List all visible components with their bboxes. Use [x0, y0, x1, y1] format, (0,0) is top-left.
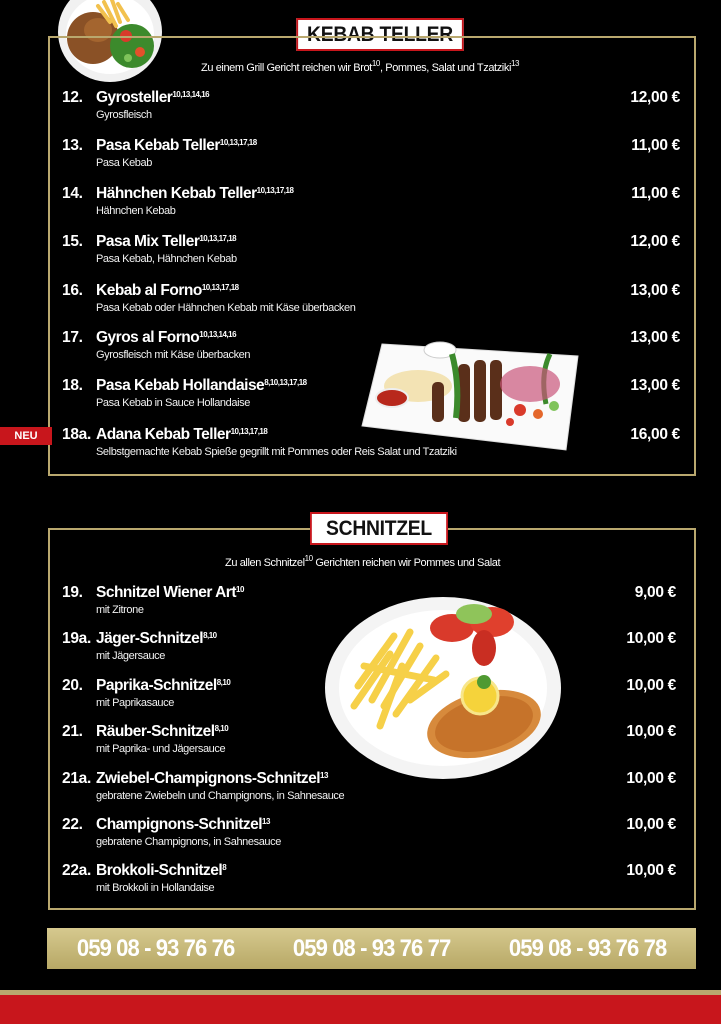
item-name	[96, 329, 236, 347]
item-name	[96, 137, 257, 155]
item-allergens: 10,13,14,16	[199, 330, 237, 339]
item-allergens: 13	[320, 771, 328, 780]
kebab-teller-title: KEBAB TELLER	[296, 18, 463, 51]
item-allergens: 10,13,17,18	[230, 427, 268, 436]
schnitzel-intro-sup: 10	[304, 554, 313, 563]
item-price: 13,00 €	[630, 377, 680, 394]
phone-bar	[47, 928, 696, 969]
menu-item-20	[62, 677, 682, 721]
item-number: 22.	[62, 816, 83, 833]
item-number: 19a.	[62, 630, 91, 647]
item-price: 12,00 €	[630, 89, 680, 106]
item-price: 12,00 €	[630, 233, 680, 250]
item-name	[96, 723, 228, 741]
menu-item-16	[62, 282, 682, 326]
kebab-intro-text-2: , Pommes, Salat und Tzatziki	[379, 62, 511, 74]
item-name-text: Zwiebel-Champignons-Schnitzel	[96, 770, 321, 787]
item-name	[96, 862, 226, 880]
item-name	[96, 426, 267, 444]
item-description: gebratene Zwiebeln und Champignons, in Sahnesauce	[96, 790, 345, 802]
item-price: 13,00 €	[630, 329, 680, 346]
item-allergens: 8,10	[216, 678, 231, 687]
item-description: Selbstgemachte Kebab Spieße gegrillt mit Pommes oder Reis Salat und Tzatziki	[96, 446, 457, 458]
kebab-intro-sup-2: 13	[511, 59, 520, 68]
item-name-text: Jäger-Schnitzel	[96, 630, 204, 647]
schnitzel-title: SCHNITZEL	[310, 512, 448, 545]
item-name-text: Adana Kebab Teller	[96, 426, 231, 443]
item-description: Gyrosfleisch	[96, 109, 152, 121]
item-allergens: 8,10	[203, 631, 217, 640]
item-name	[96, 377, 307, 395]
item-name-text: Kebab al Forno	[96, 282, 202, 299]
item-name	[96, 89, 209, 107]
item-number: 21a.	[62, 770, 91, 787]
item-name-text: Schnitzel Wiener Art	[96, 584, 237, 601]
item-allergens: 10,13,17,18	[256, 186, 294, 195]
item-number: 18a.	[62, 426, 91, 443]
item-allergens: 10,13,17,18	[199, 234, 237, 243]
item-price: 10,00 €	[626, 862, 676, 879]
schnitzel-intro-text-1: Zu allen Schnitzel	[225, 557, 305, 569]
item-description: Gyrosfleisch mit Käse überbacken	[96, 349, 251, 361]
item-price: 10,00 €	[626, 677, 676, 694]
item-name-text: Gyros al Forno	[96, 329, 200, 346]
item-number: 15.	[62, 233, 83, 250]
item-name-text: Pasa Kebab Teller	[96, 137, 220, 154]
menu-item-19	[62, 584, 682, 628]
item-number: 14.	[62, 185, 83, 202]
item-description: Hähnchen Kebab	[96, 205, 176, 217]
menu-item-22	[62, 816, 682, 860]
item-description: mit Paprika- und Jägersauce	[96, 743, 226, 755]
item-description: mit Paprikasauce	[96, 697, 174, 709]
kebab-intro-text-1: Zu einem Grill Gericht reichen wir Brot	[201, 62, 372, 74]
item-allergens: 10,13,14,16	[172, 90, 210, 99]
item-allergens: 8,10	[214, 724, 229, 733]
item-number: 19.	[62, 584, 83, 601]
item-name	[96, 584, 244, 602]
menu-item-12	[62, 89, 682, 133]
item-number: 18.	[62, 377, 83, 394]
item-allergens: 10,13,17,18	[201, 283, 239, 292]
item-description: Pasa Kebab, Hähnchen Kebab	[96, 253, 237, 265]
item-allergens: 8,10,13,17,18	[264, 378, 307, 387]
item-number: 22a.	[62, 862, 91, 879]
item-name-text: Hähnchen Kebab Teller	[96, 185, 257, 202]
schnitzel-intro	[225, 554, 501, 569]
kebab-intro-sup-1: 10	[371, 59, 380, 68]
item-allergens: 10	[236, 585, 244, 594]
menu-item-15	[62, 233, 682, 277]
item-name	[96, 282, 239, 300]
item-allergens: 10,13,17,18	[219, 138, 257, 147]
item-number: 12.	[62, 89, 83, 106]
item-price: 10,00 €	[626, 723, 676, 740]
item-name-text: Räuber-Schnitzel	[96, 723, 215, 740]
item-number: 20.	[62, 677, 83, 694]
item-allergens: 13	[262, 817, 270, 826]
item-name-text: Pasa Mix Teller	[96, 233, 200, 250]
item-price: 9,00 €	[634, 584, 676, 601]
item-name-text: Champignons-Schnitzel	[96, 816, 263, 833]
item-allergens: 8	[222, 863, 227, 872]
item-description: gebratene Champignons, in Sahnesauce	[96, 836, 281, 848]
item-name	[96, 677, 230, 695]
menu-item-19a	[62, 630, 682, 674]
item-number: 17.	[62, 329, 83, 346]
item-price: 11,00 €	[631, 137, 680, 154]
menu-item-21a	[62, 770, 682, 814]
item-description: mit Zitrone	[96, 604, 144, 616]
item-name	[96, 185, 293, 203]
menu-item-18a	[62, 426, 682, 470]
phone-number-2[interactable]: 059 08 - 93 76 77	[292, 934, 451, 962]
item-description: mit Brokkoli in Hollandaise	[96, 882, 215, 894]
item-price: 11,00 €	[631, 185, 680, 202]
item-number: 13.	[62, 137, 83, 154]
schnitzel-intro-text-2: Gerichten reichen wir Pommes und Salat	[312, 557, 501, 569]
item-name-text: Pasa Kebab Hollandaise	[96, 377, 265, 394]
menu-item-13	[62, 137, 682, 181]
item-name	[96, 630, 217, 648]
footer-red-band	[0, 995, 721, 1024]
item-description: Pasa Kebab in Sauce Hollandaise	[96, 397, 250, 409]
kebab-intro	[201, 59, 520, 74]
item-description: mit Jägersauce	[96, 650, 165, 662]
menu-item-14	[62, 185, 682, 229]
menu-item-21	[62, 723, 682, 767]
item-name-text: Gyrosteller	[96, 89, 173, 106]
item-name-text: Brokkoli-Schnitzel	[96, 862, 223, 879]
item-name	[96, 233, 236, 251]
menu-item-22a	[62, 862, 682, 906]
phone-number-3[interactable]: 059 08 - 93 76 78	[509, 934, 667, 962]
new-badge: NEU	[0, 427, 52, 445]
item-price: 16,00 €	[630, 426, 680, 443]
phone-number-1[interactable]: 059 08 - 93 76 76	[76, 934, 234, 962]
item-price: 10,00 €	[626, 770, 676, 787]
item-description: Pasa Kebab oder Hähnchen Kebab mit Käse überbacken	[96, 302, 356, 314]
item-name	[96, 816, 270, 834]
item-price: 10,00 €	[626, 630, 676, 647]
item-price: 13,00 €	[630, 282, 680, 299]
item-price: 10,00 €	[626, 816, 676, 833]
item-description: Pasa Kebab	[96, 157, 152, 169]
item-name-text: Paprika-Schnitzel	[96, 677, 217, 694]
item-name	[96, 770, 328, 788]
item-number: 16.	[62, 282, 83, 299]
item-number: 21.	[62, 723, 83, 740]
